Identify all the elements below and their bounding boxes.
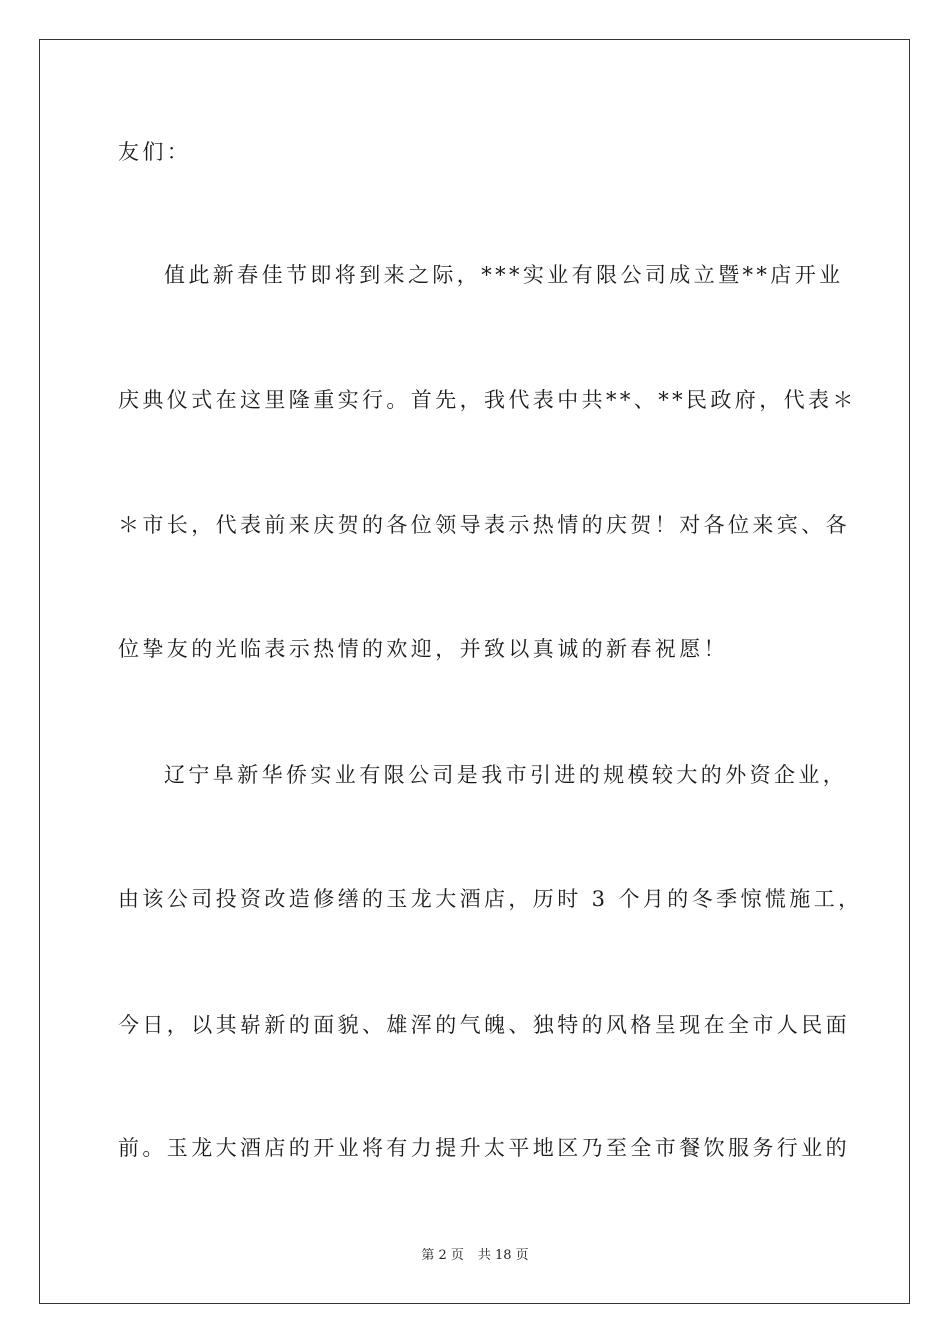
paragraph-first-line: 辽宁阜新华侨实业有限公司是我市引进的规模较大的外资企业， (164, 763, 848, 787)
body-text-line: 由该公司投资改造修缮的玉龙大酒店，历时 3 个月的冬季惊慌施工， (118, 887, 863, 911)
page-number: 第 2 页 (421, 1248, 464, 1263)
body-text-line: ＊市长，代表前来庆贺的各位领导表示热情的庆贺！对各位来宾、各 (118, 513, 850, 537)
body-text-line: 前。玉龙大酒店的开业将有力提升太平地区乃至全市餐饮服务行业的 (118, 1136, 850, 1160)
body-text-line: 今日，以其崭新的面貌、雄浑的气魄、独特的风格呈现在全市人民面 (118, 1013, 850, 1037)
body-text-line: 位挚友的光临表示热情的欢迎，并致以真诚的新春祝愿！ (118, 637, 728, 661)
page-footer (0, 1247, 950, 1265)
body-text-line: 庆典仪式在这里隆重实行。首先，我代表中共**、**民政府，代表＊ (118, 388, 857, 412)
page-frame (39, 39, 910, 1304)
page-total: 共 18 页 (477, 1248, 529, 1263)
paragraph-first-line: 值此新春佳节即将到来之际，***实业有限公司成立暨**店开业 (164, 263, 844, 287)
body-text-line: 友们： (118, 140, 192, 164)
